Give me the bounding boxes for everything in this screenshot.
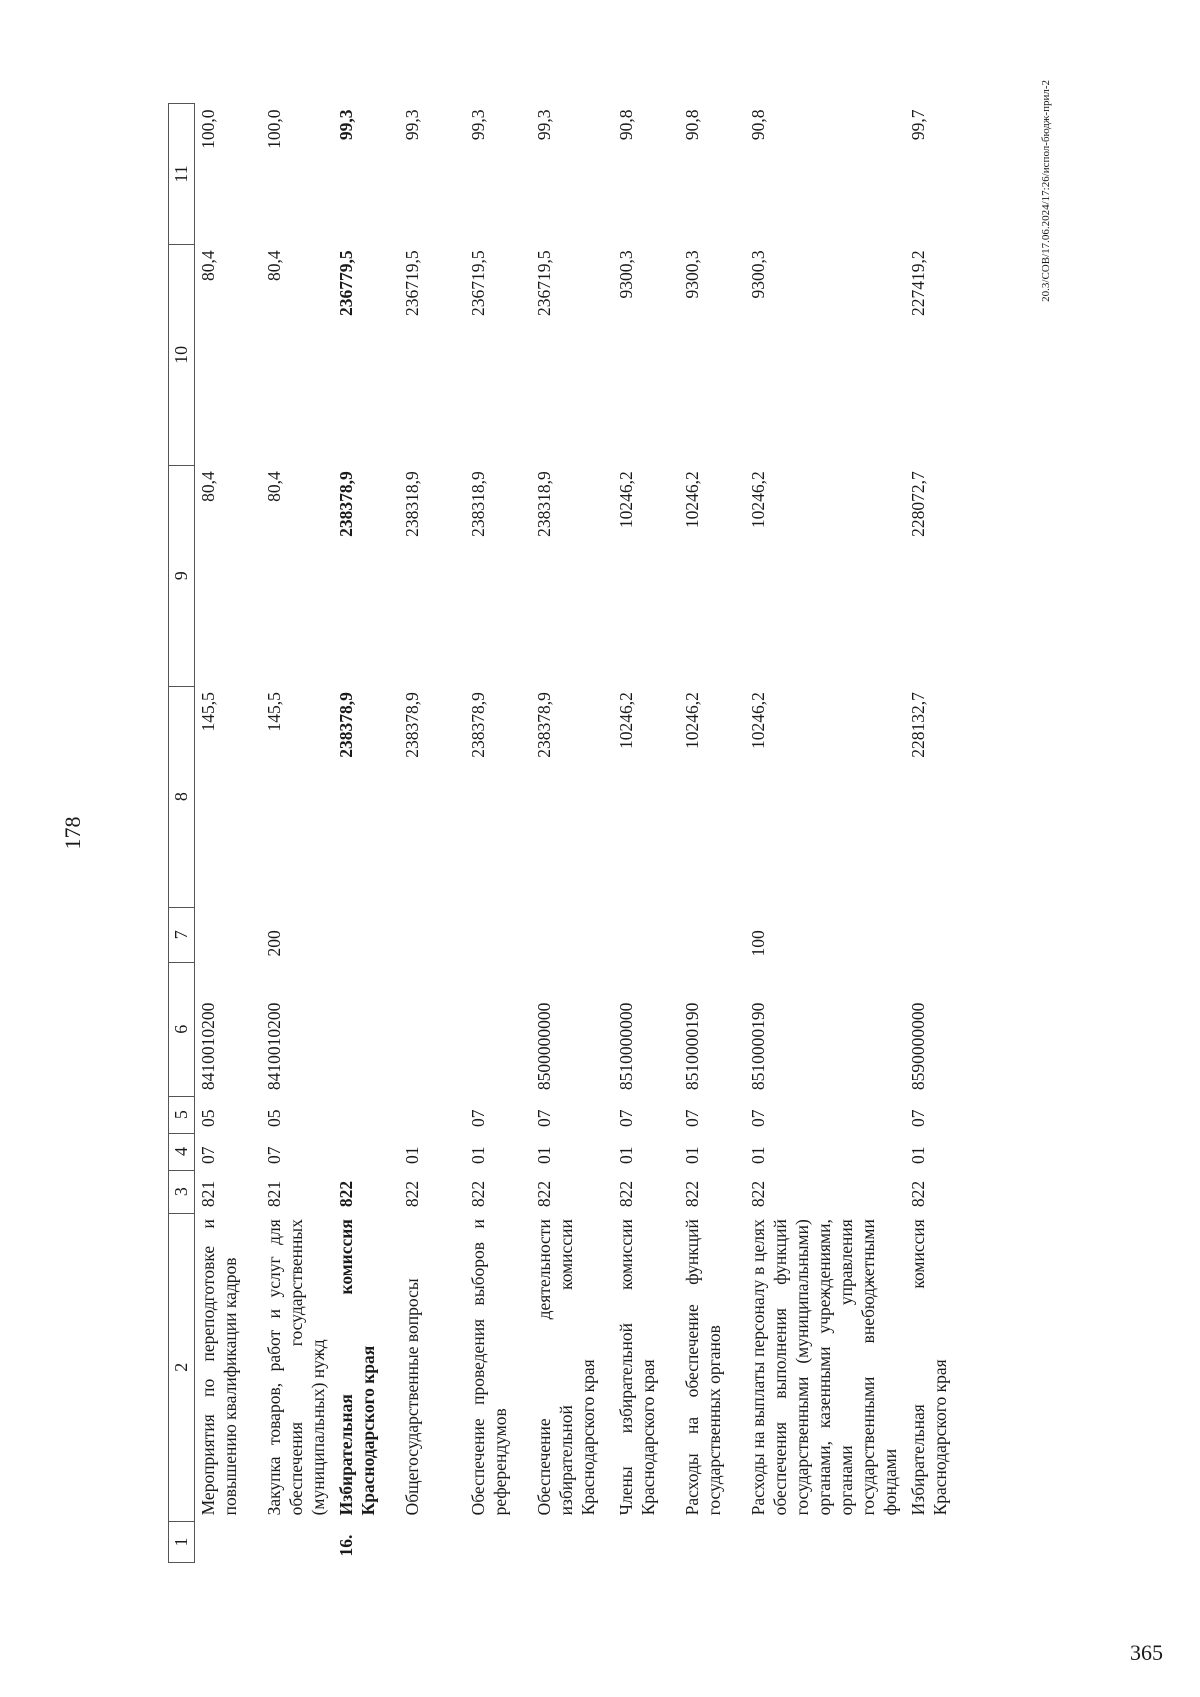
row-cell: 07 xyxy=(747,1109,768,1128)
row-cell: 145,5 xyxy=(197,692,218,732)
row-cell xyxy=(399,963,465,1097)
row-cell: 822 xyxy=(615,1180,636,1208)
row-cell: 8510000000 xyxy=(615,1002,636,1091)
row-cell: 99,3 xyxy=(401,109,422,141)
row-cell: 238318,9 xyxy=(467,471,488,537)
row-cell xyxy=(465,1521,531,1562)
row-cell xyxy=(613,907,679,962)
header-cell: 10 xyxy=(169,244,195,465)
table-row xyxy=(531,104,613,1563)
table-row xyxy=(261,104,333,1563)
table-row xyxy=(613,104,679,1563)
row-cell: 822 xyxy=(681,1180,702,1208)
row-cell: 822 xyxy=(747,1180,768,1208)
row-cell xyxy=(399,1096,465,1133)
row-cell xyxy=(613,1521,679,1562)
row-cell xyxy=(905,907,971,962)
header-cell: 1 xyxy=(169,1521,195,1562)
row-cell: 822 xyxy=(533,1180,554,1208)
page-number: 178 xyxy=(60,816,85,850)
row-cell: 07 xyxy=(263,1146,284,1165)
header-cell: 9 xyxy=(169,465,195,686)
row-cell: 822 xyxy=(907,1180,928,1208)
row-cell: 236719,5 xyxy=(401,250,422,316)
row-cell: 238318,9 xyxy=(401,471,422,537)
row-cell: 99,3 xyxy=(335,109,356,141)
row-label: Обеспечение проведения выборов и референдумов xyxy=(467,1219,510,1516)
row-cell: 8510000190 xyxy=(681,1002,702,1091)
row-cell xyxy=(333,1133,399,1170)
header-cell: 7 xyxy=(169,907,195,962)
table-body xyxy=(194,104,971,1563)
row-cell: 9300,3 xyxy=(747,250,768,299)
row-cell: 10246,2 xyxy=(747,692,768,750)
row-label: Мероприятия по переподготовке и повышению квалификации кадров xyxy=(197,1219,240,1516)
row-cell: 200 xyxy=(263,930,284,957)
row-cell: 100 xyxy=(747,930,768,957)
row-cell: 822 xyxy=(335,1180,356,1208)
row-cell: 227419,2 xyxy=(907,250,928,316)
row-cell: 238378,9 xyxy=(467,692,488,758)
row-cell: 8410010200 xyxy=(197,1002,218,1091)
row-cell xyxy=(745,1521,905,1562)
row-cell: 05 xyxy=(263,1109,284,1128)
row-cell: 822 xyxy=(401,1180,422,1208)
row-cell: 90,8 xyxy=(747,109,768,141)
header-cell: 11 xyxy=(169,104,195,245)
row-cell xyxy=(531,1521,613,1562)
rotated-page xyxy=(60,103,1126,1563)
row-label: Расходы на выплаты персоналу в целях обеспечения выполнения функций государственными (муниципальными) органами, казенными учреждениями, органами управления государственными внебюджетными фондами xyxy=(747,1219,900,1516)
row-cell: 90,8 xyxy=(615,109,636,141)
row-cell: 238378,9 xyxy=(533,692,554,758)
row-label: Закупка товаров, работ и услуг для обеспечения государственных (муниципальных) нужд xyxy=(263,1219,328,1516)
row-cell: 8410010200 xyxy=(263,1002,284,1091)
table-row xyxy=(194,104,261,1563)
row-cell: 07 xyxy=(533,1109,554,1128)
header-cell: 3 xyxy=(169,1170,195,1213)
row-cell: 07 xyxy=(907,1109,928,1128)
table-row xyxy=(465,104,531,1563)
row-cell: 100,0 xyxy=(263,109,284,149)
table-row xyxy=(333,104,399,1563)
row-label: Избирательная комиссия Краснодарского края xyxy=(907,1219,950,1516)
row-cell: 07 xyxy=(467,1109,488,1128)
row-cell: 80,4 xyxy=(197,471,218,502)
row-cell xyxy=(261,1521,333,1562)
row-cell xyxy=(465,907,531,962)
row-cell: 8590000000 xyxy=(907,1002,928,1091)
row-cell: 16. xyxy=(335,1534,356,1557)
header-row xyxy=(169,104,195,1563)
row-cell: 228072,7 xyxy=(907,471,928,537)
row-cell: 01 xyxy=(533,1146,554,1165)
row-label: Члены избирательной комиссии Краснодарского края xyxy=(615,1219,658,1516)
row-cell: 07 xyxy=(197,1146,218,1165)
header-cell: 2 xyxy=(169,1213,195,1521)
row-cell: 80,4 xyxy=(263,250,284,281)
footer-code: 20.3/СОВ/17.06.2024/17:26/испол-бюдж-прил-2 xyxy=(1040,80,1052,302)
row-cell: 238378,9 xyxy=(401,692,422,758)
row-cell: 236719,5 xyxy=(467,250,488,316)
row-cell xyxy=(679,1521,745,1562)
row-cell xyxy=(333,963,399,1097)
row-cell: 10246,2 xyxy=(681,692,702,750)
table-row xyxy=(679,104,745,1563)
row-cell: 01 xyxy=(615,1146,636,1165)
row-cell xyxy=(399,907,465,962)
budget-table xyxy=(168,103,971,1563)
row-cell: 99,3 xyxy=(467,109,488,141)
table-row xyxy=(905,104,971,1563)
row-cell: 01 xyxy=(907,1146,928,1165)
row-cell: 238378,9 xyxy=(335,692,356,758)
row-cell xyxy=(679,907,745,962)
row-cell: 01 xyxy=(401,1146,422,1165)
row-cell: 80,4 xyxy=(197,250,218,281)
row-label: Избирательная комиссия Краснодарского края xyxy=(335,1219,378,1516)
row-cell: 07 xyxy=(615,1109,636,1128)
row-label: Общегосударственные вопросы xyxy=(401,1278,422,1516)
table-row xyxy=(399,104,465,1563)
row-cell: 01 xyxy=(747,1146,768,1165)
row-cell: 10246,2 xyxy=(615,692,636,750)
row-cell: 8510000190 xyxy=(747,1002,768,1091)
header-cell: 4 xyxy=(169,1133,195,1170)
row-cell: 100,0 xyxy=(197,109,218,149)
row-cell: 05 xyxy=(197,1109,218,1128)
row-cell xyxy=(531,907,613,962)
row-cell: 90,8 xyxy=(681,109,702,141)
row-cell: 07 xyxy=(681,1109,702,1128)
row-cell xyxy=(194,1521,261,1562)
row-cell: 821 xyxy=(263,1180,284,1208)
row-cell: 238378,9 xyxy=(335,471,356,537)
row-cell: 9300,3 xyxy=(681,250,702,299)
row-cell: 01 xyxy=(467,1146,488,1165)
row-cell xyxy=(905,1521,971,1562)
row-cell: 822 xyxy=(467,1180,488,1208)
row-cell: 10246,2 xyxy=(681,471,702,529)
row-cell: 9300,3 xyxy=(615,250,636,299)
row-cell xyxy=(194,907,261,962)
row-cell: 236719,5 xyxy=(533,250,554,316)
row-cell xyxy=(333,907,399,962)
row-cell: 80,4 xyxy=(263,471,284,502)
row-cell: 238318,9 xyxy=(533,471,554,537)
sheet-number: 365 xyxy=(1130,1640,1163,1665)
row-cell: 10246,2 xyxy=(615,471,636,529)
row-cell: 145,5 xyxy=(263,692,284,732)
row-cell: 01 xyxy=(681,1146,702,1165)
header-cell: 5 xyxy=(169,1096,195,1133)
row-cell: 821 xyxy=(197,1180,218,1208)
row-cell: 236779,5 xyxy=(335,250,356,316)
row-cell xyxy=(333,1096,399,1133)
row-cell xyxy=(399,1521,465,1562)
row-cell: 8500000000 xyxy=(533,1002,554,1091)
row-cell: 228132,7 xyxy=(907,692,928,758)
row-cell: 10246,2 xyxy=(747,471,768,529)
row-cell: 99,3 xyxy=(533,109,554,141)
header-cell: 6 xyxy=(169,963,195,1097)
row-label: Расходы на обеспечение функций государственных органов xyxy=(681,1219,724,1516)
row-label: Обеспечение деятельности избирательной комиссии Краснодарского края xyxy=(533,1219,598,1516)
table-row xyxy=(745,104,905,1563)
row-cell xyxy=(465,963,531,1097)
header-cell: 8 xyxy=(169,686,195,907)
row-cell: 99,7 xyxy=(907,109,928,141)
